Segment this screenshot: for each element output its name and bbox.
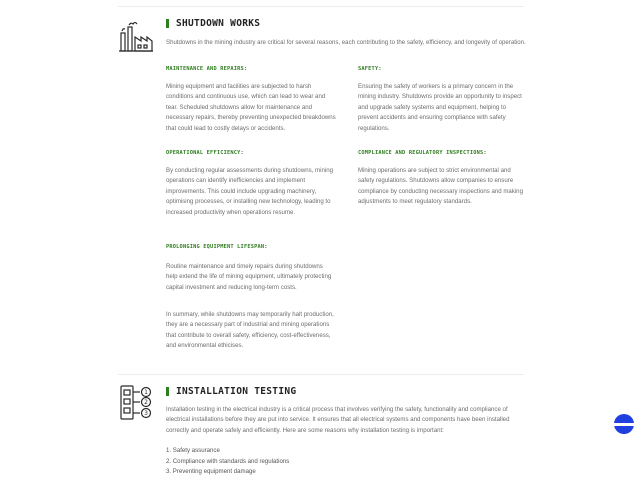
shutdown-title-text: SHUTDOWN WORKS xyxy=(176,18,261,29)
installation-intro: Installation testing in the electrical industry is a critical process that involves verifying the safety, functionality and compliance of electrical installations before they are put into service. It ensures that all electrical systems and components have been installed correctly and operate safely and efficiently. Here are some reasons why installation testing is important: xyxy=(166,406,510,434)
efficiency-heading: OPERATIONAL EFFICIENCY: xyxy=(166,150,244,156)
maintenance-text: Mining equipment and facilities are subjected to harsh conditions and continuous use, which can lead to wear and tear. Scheduled shutdowns allow for maintenance and necessary repairs, thereby preventing unexpected breakdowns that could lead to costly delays or accidents. xyxy=(166,83,336,132)
maintenance-heading: MAINTENANCE AND REPAIRS: xyxy=(166,66,248,72)
title-accent-bar xyxy=(166,387,169,396)
numbered-steps-checklist-icon xyxy=(118,385,154,421)
svg-text:1: 1 xyxy=(144,389,148,396)
installation-title-text: INSTALLATION TESTING xyxy=(176,386,297,397)
list-item: 3. Preventing equipment damage xyxy=(166,468,256,476)
list-item: 1. Safety assurance xyxy=(166,447,220,454)
list-item: 2. Compliance with standards and regulations xyxy=(166,457,290,465)
installation-title xyxy=(166,386,296,397)
top-divider xyxy=(118,6,524,7)
svg-text:2: 2 xyxy=(144,399,148,406)
summary-text: In summary, while shutdowns may temporarily halt production, they are a necessary part of industrial and mining operations that contribute to overall safety, efficiency, cost-effectiveness, and environmental ethicises. xyxy=(166,311,334,350)
compliance-heading: COMPLIANCE AND REGULATORY INSPECTIONS: xyxy=(358,150,487,156)
compliance-text: Mining operations are subject to strict environmental and safety regulations. Shutdowns allow companies to ensure compliance by conducting necessary inspections and making adjustments to meet regulatory standards. xyxy=(358,167,523,206)
safety-heading: SAFETY: xyxy=(358,66,382,72)
efficiency-text: By conducting regular assessments during shutdowns, mining operations can identify inefficiencies and implement improvements. This could include upgrading machinery, optimising processes, or installing new technology, leading to increased productivity when operations resume. xyxy=(166,167,333,216)
lifespan-text: Routine maintenance and timely repairs during shutdowns help extend the life of mining equipment, ultimately protecting capital investment and reducing long-term costs. xyxy=(166,263,332,291)
shutdown-title xyxy=(166,18,260,29)
installation-reasons-list xyxy=(166,446,289,478)
section-divider xyxy=(118,374,524,375)
scroll-to-top-icon[interactable] xyxy=(614,414,634,434)
svg-text:3: 3 xyxy=(144,410,148,417)
shutdown-intro: Shutdowns in the mining industry are critical for several reasons, each contributing to the safety, efficiency, and longevity of operation. xyxy=(166,39,526,46)
title-accent-bar xyxy=(166,19,169,28)
industrial-factory-icon xyxy=(118,19,154,53)
safety-text: Ensuring the safety of workers is a primary concern in the mining industry. Shutdowns provide an opportunity to inspect and upgrade safety systems and equipment, helping to prevent accidents and ensuring compliance with safety regulations. xyxy=(358,83,522,132)
lifespan-heading: PROLONGING EQUIPMENT LIFESPAN: xyxy=(166,244,268,250)
